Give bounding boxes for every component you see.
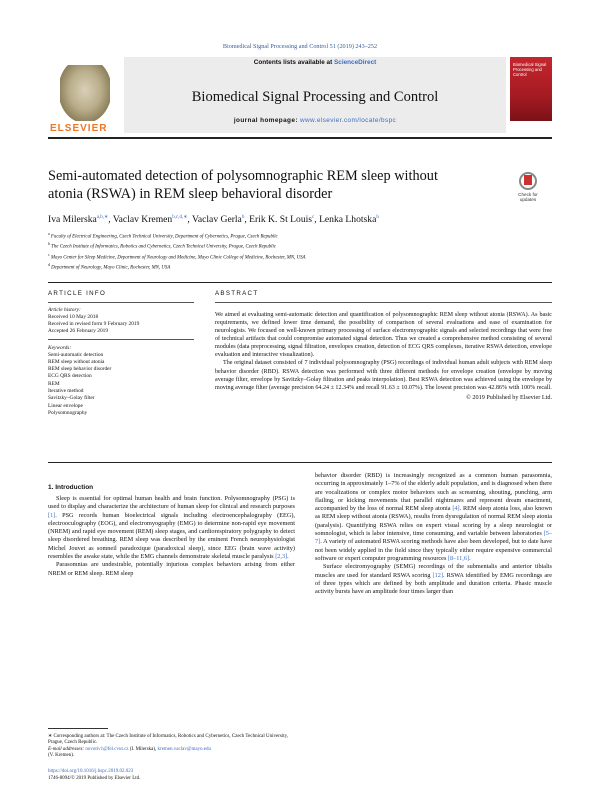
affiliation: $^c$ Mayo Center for Sleep Medicine, Department of Neurology and Medicine, Mayo Clinic College of Medicine, Rochester, MN, USA: [48, 252, 306, 261]
footnote-divider: [48, 728, 108, 729]
accepted-date: Accepted 26 February 2019: [48, 327, 109, 334]
received-date: Received 10 May 2018: [48, 313, 99, 320]
journal-homepage: [124, 117, 506, 124]
citation-link[interactable]: [1]: [48, 511, 56, 519]
article-info-heading: ARTICLE INFO: [48, 290, 107, 297]
body-paragraph: Sleep is essential for optimal human health and brain function. Polysomnography (PSG) is used to display and characterize the architecture of human sleep for clinical and research purposes [1]. PSG records human bioelectrical signals including electroencephalography (EEG), electrooculography (EOG), and electromyography (EMG) to determine non-rapid eye movement (NREM) and rapid eye movement (REM) sleep stages, and cardiorespiratory polygraphy to detect sleep disordered breathing. REM sleep was described by the eminent French neurophysiologist Michel Jouvet as somneil paradoxique (paradoxical sleep), since EEG (brain wave activity) resembles the awake state, while the EMG channels demonstrate skeletal muscle paralysis [2,3].: [48, 495, 295, 561]
body-paragraph: Parasomnias are undesirable, potentially injurious complex behaviors arising from either NREM or REM sleep. REM sleep: [48, 561, 295, 577]
affiliations: [48, 231, 552, 272]
elsevier-wordmark: ELSEVIER: [50, 123, 108, 134]
citation-link[interactable]: [2,3]: [275, 553, 288, 561]
issn-line: 1746-8094/© 2019 Published by Elsevier Ltd.: [48, 775, 141, 781]
info-top-rule: [48, 282, 552, 283]
keyword: Iterative method: [48, 388, 84, 395]
email-addresses: E-mail addresses: novotiv1@fel.cvut.cz (I. Milerska), kremen.vaclav@mayo.edu (V. Kremen).: [48, 746, 212, 758]
elsevier-tree-icon: [60, 65, 110, 121]
contents-line: [124, 59, 506, 66]
journal-header: [48, 57, 552, 133]
body-column-left: [48, 495, 295, 578]
keyword: Semi-automatic detection: [48, 351, 104, 358]
journal-banner: [124, 57, 506, 133]
author: Iva Milerska$^{a,b,∗}$,: [48, 214, 113, 226]
keyword: ECG QRS detection: [48, 373, 92, 380]
body-paragraph: Surface electromyography (SEMG) recordings of the submentalis and anterior tibialis muscles are used for standard RSWA scoring [12]. RSWA identified by EMG recordings are of three types which are defined by both amplitude and duration criteria. Phasic muscle activity bursts have an amplitude four times larger than: [315, 563, 552, 596]
citation-link[interactable]: [12]: [432, 571, 443, 579]
keyword: Savitzky–Golay filter: [48, 395, 95, 402]
affiliation: $^a$ Faculty of Electrical Engineering, Czech Technical University, Department of Cybernetics, Prague, Czech Republic: [48, 232, 278, 240]
footnotes: [48, 734, 295, 759]
affiliation: $^d$ Department of Neurology, Mayo Clinic, Rochester, MN, USA: [48, 262, 171, 271]
publisher-copyright: © 2019 Published by Elsevier Ltd.: [466, 393, 552, 401]
citation-link[interactable]: [5–7]: [315, 530, 552, 546]
journal-cover-image: [510, 57, 552, 121]
affiliation: $^b$ The Czech Institute of Informatics, Robotics and Cybernetics, Czech Technical University, Prague, Czech Republic: [48, 242, 277, 250]
citation-link[interactable]: [4]: [452, 505, 460, 513]
author: Lenka Lhotska$^b$: [319, 214, 379, 226]
body-column-right: [315, 472, 552, 596]
contents-prefix: Contents lists available at: [253, 59, 333, 66]
keyword: Polysomnography: [48, 409, 88, 416]
homepage-link[interactable]: www.elsevier.com/locate/bspc: [300, 117, 397, 124]
citation-link[interactable]: [8–11,6]: [447, 554, 470, 562]
abstract-heading: ABSTRACT: [215, 290, 259, 297]
keyword: REM: [48, 380, 60, 387]
cover-title: Biomedical Signal Processing and Control: [513, 62, 547, 77]
info-divider: [48, 339, 194, 340]
abstract-text: [215, 311, 552, 392]
keyword: Linear envelope: [48, 402, 83, 409]
abstract-paragraph: We aimed at evaluating semi-automatic detection and quantification of polysomnographic REM sleep without atonia (RSWA). As basic requirements, we defined lower time demand, the possibility of comparison of several evaluations and ease of examination for neurologists. We focused on well-known primary processing of surface electromyographic signals and selected recordings that were free of technical artifacts that could compromise automated signal detection. Thus we created a comprehensive method consisting of several modules (data preprocessing, signal filtration, envelopes creation, detection of ECG QRS complexes, iterative RSWA detection, envelope evaluation and interactive visualization).: [215, 312, 552, 359]
abstract-bottom-rule: [48, 462, 552, 463]
crossmark-badge[interactable]: [510, 172, 546, 212]
crossmark-label: Check for updates: [518, 192, 538, 203]
sciencedirect-link[interactable]: ScienceDirect: [334, 59, 377, 66]
elsevier-logo: [48, 65, 122, 135]
keyword: REM sleep without atonia: [48, 358, 105, 365]
bookmark-icon: [524, 175, 532, 185]
article-title: Semi-automated detection of polysomnographic REM sleep without atonia (RSWA) in REM sleep behavioral disorder: [48, 168, 438, 202]
abstract-section: [215, 290, 552, 401]
body-paragraph: behavior disorder (RBD) is increasingly recognized as a common human parasomnia, occurring in approximately 1–7% of the elderly adult population, and is diagnosed when there are vocalizations or complex motor behaviors such as screaming, shouting, punching, arm flailing, or kicking movements that parallel nightmares and represent dream enactment, accompanied by the loss of normal REM sleep atonia [4]. REM sleep atonia loss, also known as REM sleep without atonia (RSWA), results from dysregulation of normal REM sleep atonia (paralysis). Quantifying RSWA relies on expert visual scoring by a sleep neurologist or somnologist, which is labor intensive, time consuming, and variable between laboratories [5–7]. A variety of automated RSWA scoring methods have also been developed, but to date have not been widely applied in the field since they typically either require expensive commercial software or expert computer programming resources [8–11,6].: [315, 472, 552, 562]
journal-citation: Biomedical Signal Processing and Control 51 (2019) 243–252: [222, 43, 378, 50]
doi-block: [48, 769, 295, 782]
info-divider: [48, 302, 194, 303]
journal-title: Biomedical Signal Processing and Control: [191, 89, 439, 105]
doi-link[interactable]: https://doi.org/10.1016/j.bspc.2019.02.023: [48, 769, 134, 774]
revised-date: Received in revised form 9 February 2019: [48, 320, 140, 327]
keyword: REM sleep behavior disorder: [48, 366, 112, 373]
corresponding-author-note: ∗ Corresponding authors at: The Czech Institute of Informatics, Robotics and Cybernetics, Czech Technical University, Prague, Czech Republic.: [48, 734, 289, 746]
abstract-divider: [215, 302, 552, 303]
email-link[interactable]: novotiv1@fel.cvut.cz: [85, 746, 129, 752]
keywords-label: Keywords:: [48, 344, 72, 351]
email-link[interactable]: kremen.vaclav@mayo.edu: [157, 746, 212, 752]
header-rule: [48, 137, 552, 139]
homepage-label: journal homepage:: [233, 117, 298, 124]
section-heading: 1. Introduction: [48, 484, 94, 491]
author: Vaclav Gerla$^b$,: [192, 214, 250, 226]
history-label: Article history:: [48, 307, 81, 313]
abstract-paragraph: The original dataset consisted of 7 individual polysomnography (PSG) recordings of individual human adult subjects with REM sleep behavior disorder (RBD). RSWA detection was performed with three different methods for envelope creation (envelope by moving average filter, envelope by Savitzky–Golay filtration and peaks interpolation). Best RSWA detection was achieved using the envelope by moving average filter (average precision 64.24 ± 12.34% and recall 91.63 ± 10.07%). The lowest precision was 42.86% with 100% recall.: [215, 360, 552, 391]
author: Vaclav Kremen$^{b,c,d,∗}$,: [112, 214, 193, 226]
article-info: [48, 290, 194, 417]
author: Erik K. St Louis$^c$,: [249, 214, 320, 226]
author-list: [48, 214, 552, 225]
